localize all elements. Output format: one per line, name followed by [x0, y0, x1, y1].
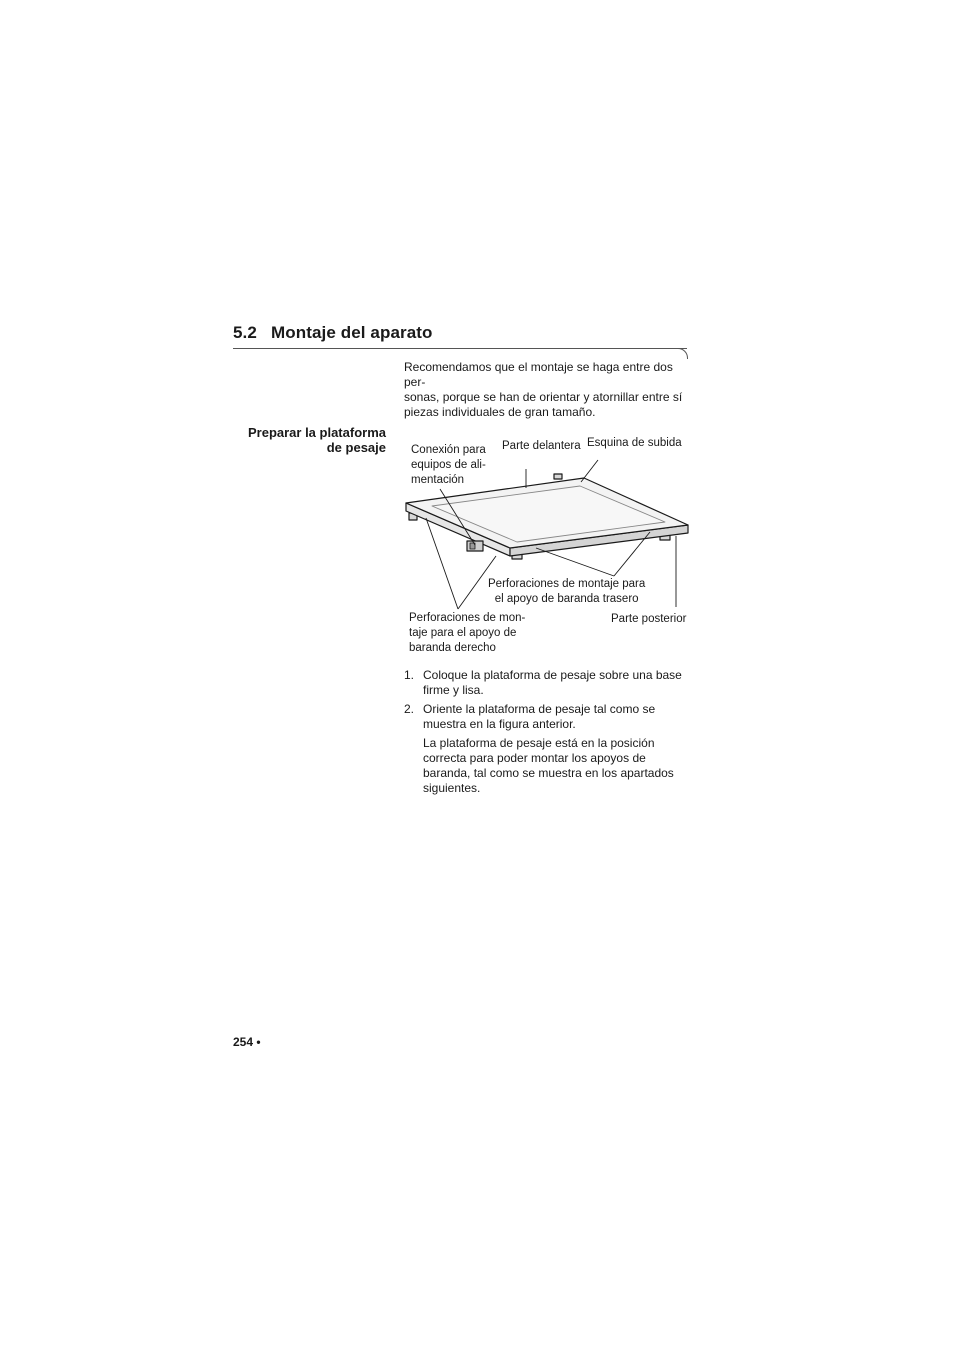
step-text: Coloque la plataforma de pesaje sobre una base firme y lisa. [423, 668, 682, 697]
step-number: 2. [404, 702, 415, 716]
label-conexion: Conexión para equipos de ali- mentación [411, 444, 486, 486]
page-number: 254 • [233, 1035, 261, 1049]
step-item [404, 702, 694, 732]
label-perforaciones-derecho: Perforaciones de mon- taje para el apoyo de baranda derecho [409, 612, 526, 654]
step-item [404, 668, 694, 698]
label-parte-delantera: Parte delantera [502, 440, 581, 452]
leader-trasero-left [536, 548, 614, 576]
leader-esquina [581, 460, 598, 482]
foot-back-left [554, 474, 562, 479]
label-esquina-de-subida: Esquina de subida [587, 437, 682, 449]
subsection-heading-line1: Preparar la plataforma [247, 425, 386, 440]
step-note: La plataforma de pesaje está en la posición correcta para poder montar los apoyos de baranda, tal como se muestra en los apartados siguientes. [423, 736, 674, 795]
subsection-heading-line2: de pesaje [326, 440, 386, 455]
section-number: 5.2 [233, 323, 257, 342]
label-parte-posterior: Parte posterior [611, 613, 687, 625]
step-text: Oriente la plataforma de pesaje tal como se muestra en la figura anterior. [423, 702, 656, 731]
section-title: Montaje del aparato [271, 323, 433, 342]
step-number: 1. [404, 668, 415, 682]
label-perforaciones-trasero: Perforaciones de montaje para el apoyo de baranda trasero [488, 578, 646, 605]
intro-paragraph: Recomendamos que el montaje se haga entre dos per- sonas, porque se han de orientar y atornillar entre sí piezas individuales de gran tamaño. [404, 360, 683, 419]
steps-list [404, 668, 694, 796]
